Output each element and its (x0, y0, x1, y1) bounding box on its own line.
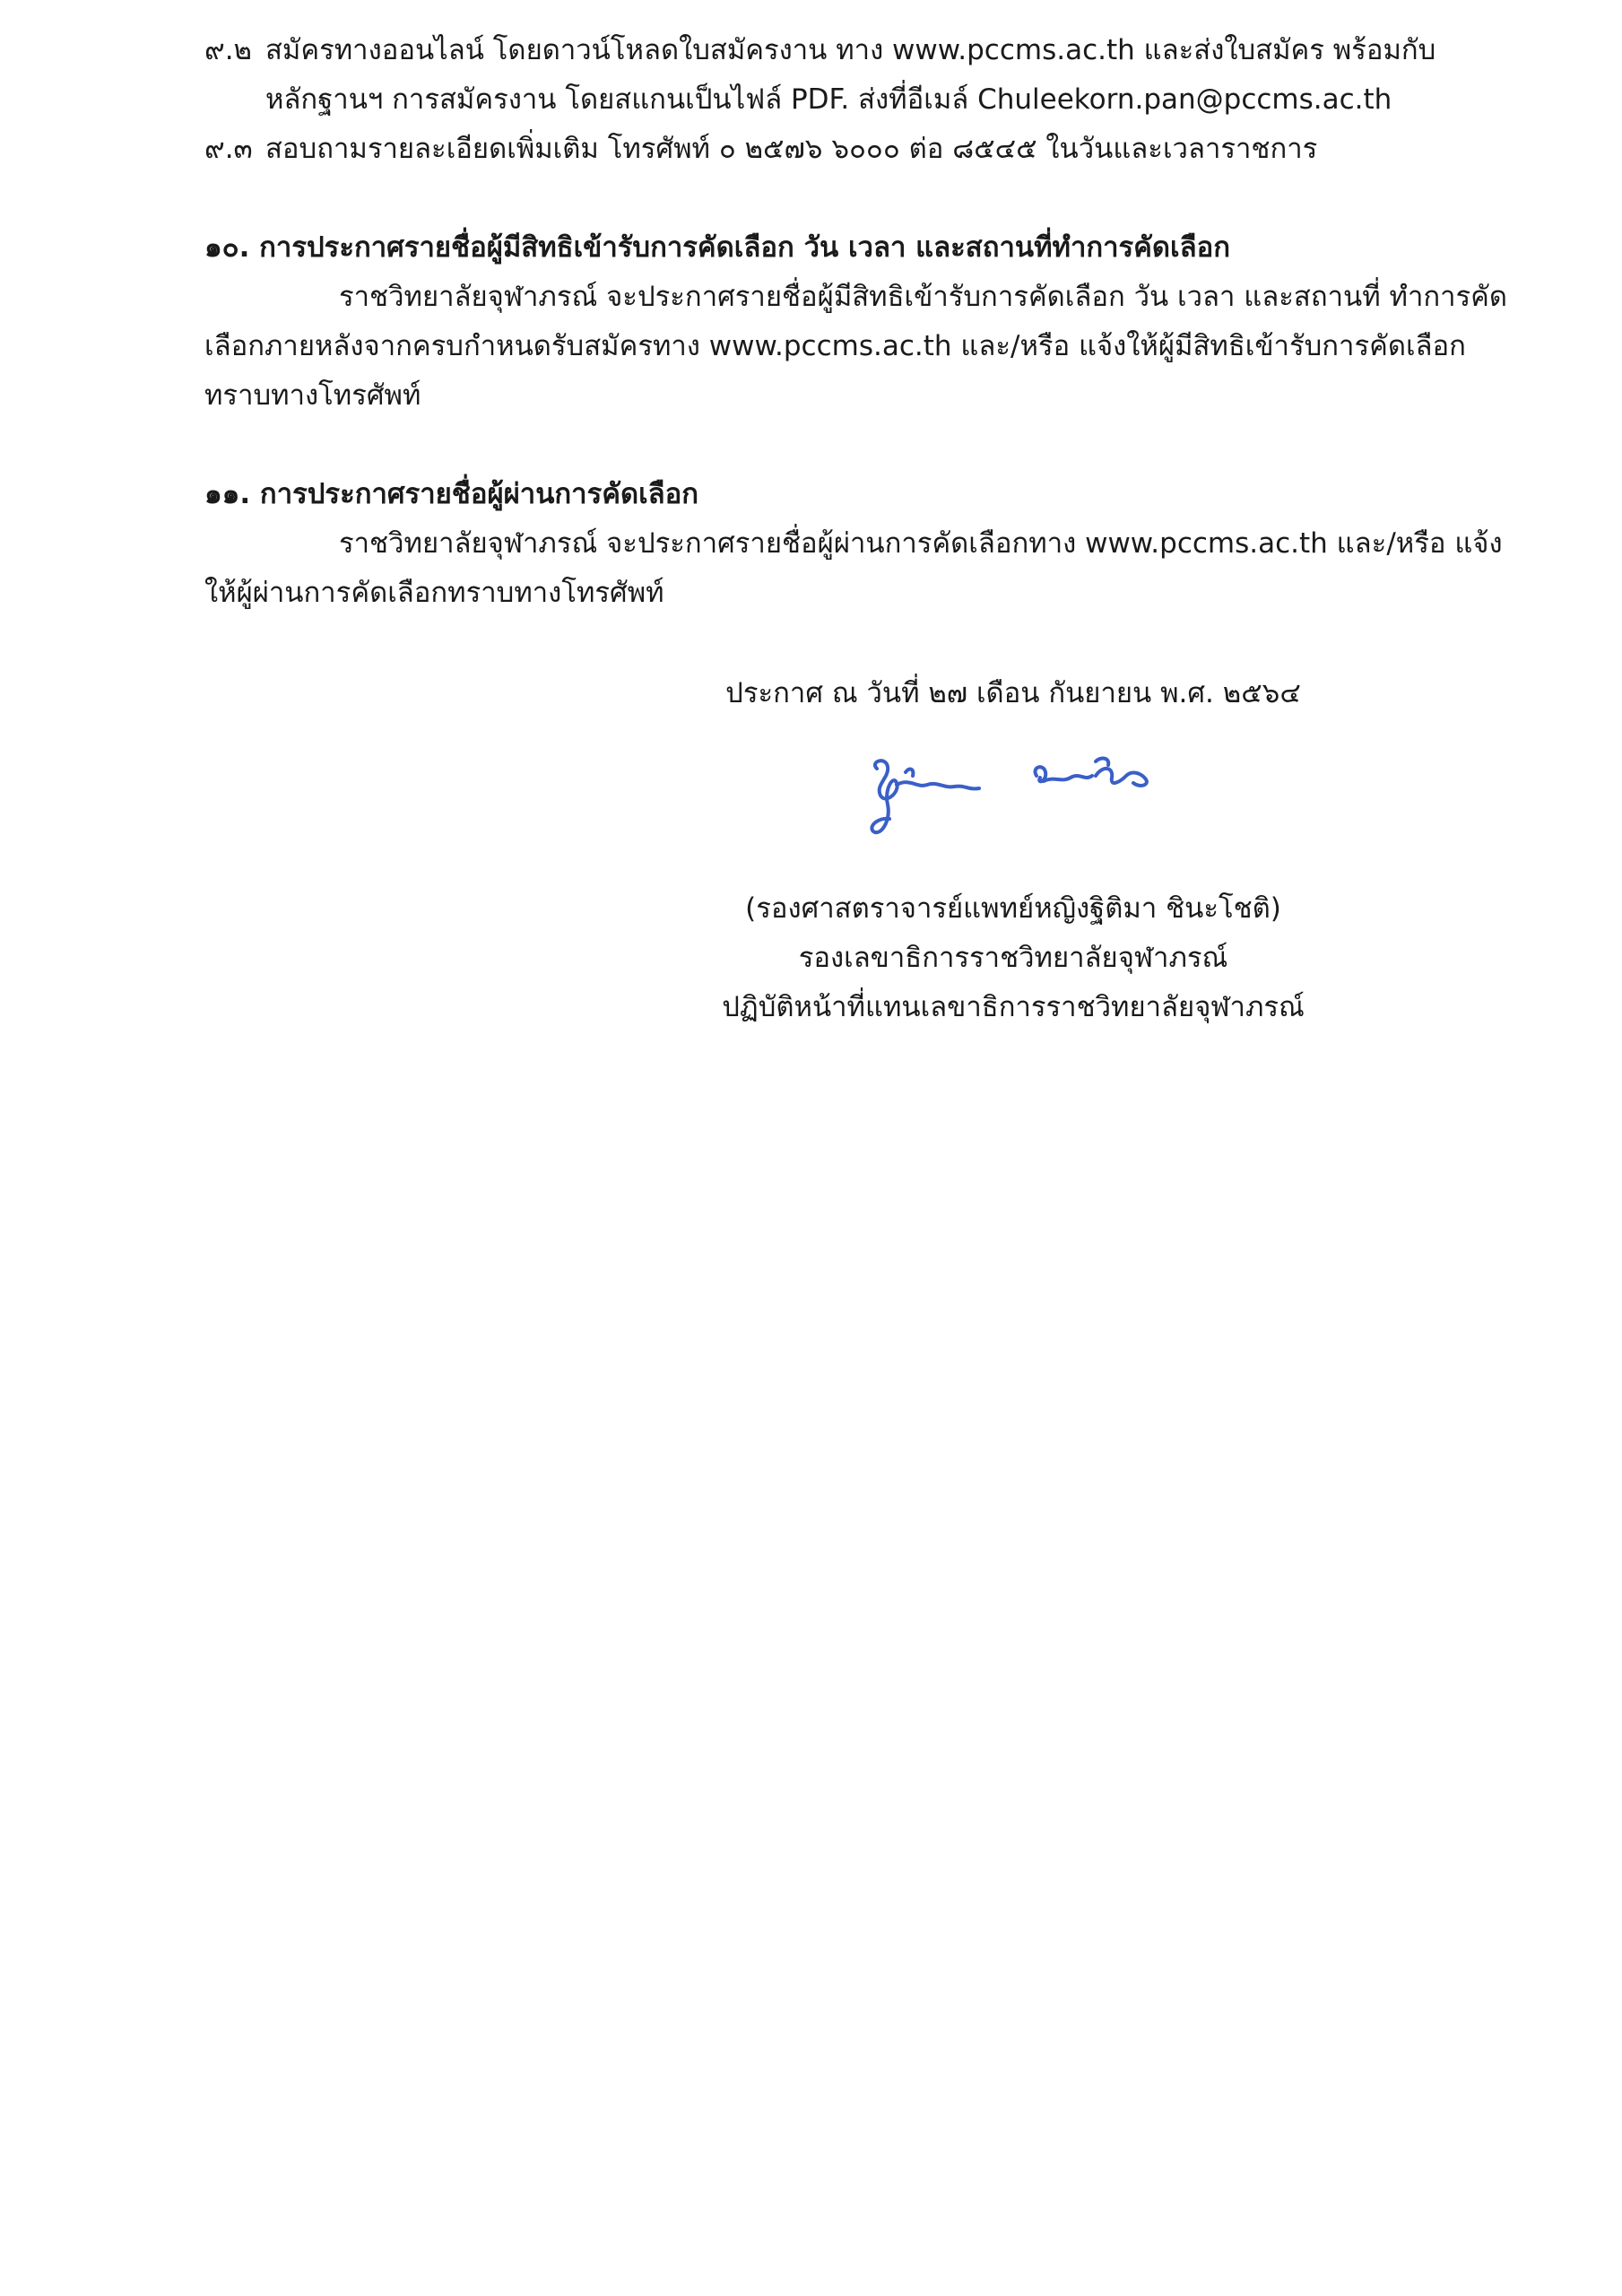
item-9-2-line-1 (204, 25, 1436, 75)
section-10-line-3: ทราบทางโทรศัพท์ (204, 379, 421, 412)
section-11-line-1: ราชวิทยาลัยจุฬาภรณ์ จะประกาศรายชื่อผู้ผ่านการคัดเลือกทาง www.pccms.ac.th และ/หรือ แจ้ง (339, 527, 1503, 560)
section-11-line-2: ให้ผู้ผ่านการคัดเลือกทราบทางโทรศัพท์ (204, 577, 664, 609)
item-9-3-number: ๙.๓ (204, 133, 253, 165)
signer-title-2: ปฏิบัติหน้าที่แทนเลขาธิการราชวิทยาลัยจุฬาภรณ์ (722, 991, 1305, 1023)
section-10-line-1: ราชวิทยาลัยจุฬาภรณ์ จะประกาศรายชื่อผู้มีสิทธิเข้ารับการคัดเลือก วัน เวลา และสถานที่ ทำการคัด (339, 281, 1508, 313)
item-9-3-line-1 (204, 124, 1317, 174)
item-9-2-text-1: สมัครทางออนไลน์ โดยดาวน์โหลดใบสมัครงาน ทาง www.pccms.ac.th และส่งใบสมัคร พร้อมกับ (265, 34, 1436, 66)
item-9-2-number: ๙.๒ (204, 34, 252, 66)
item-9-3-text-1: สอบถามรายละเอียดเพิ่มเติม โทรศัพท์ ๐ ๒๕๗๖ ๖๐๐๐ ต่อ ๘๕๔๕ ในวันและเวลาราชการ (265, 133, 1318, 165)
announcement-date: ประกาศ ณ วันที่ ๒๗ เดือน กันยายน พ.ศ. ๒๕๖๔ (725, 677, 1301, 709)
section-10-line-2: เลือกภายหลังจากครบกำหนดรับสมัครทาง www.pccms.ac.th และ/หรือ แจ้งให้ผู้มีสิทธิเข้ารับการคัดเลือก (204, 330, 1466, 362)
signer-name: (รองศาสตราจารย์แพทย์หญิงฐิติมา ชินะโชติ) (745, 892, 1281, 925)
section-11-heading: ๑๑. การประกาศรายชื่อผู้ผ่านการคัดเลือก (204, 478, 699, 510)
section-10-heading: ๑๐. การประกาศรายชื่อผู้มีสิทธิเข้ารับการคัดเลือก วัน เวลา และสถานที่ทำการคัดเลือก (204, 231, 1231, 264)
item-9-2-line-2: หลักฐานฯ การสมัครงาน โดยสแกนเป็นไฟล์ PDF. ส่งที่อีเมล์ Chuleekorn.pan@pccms.ac.th (265, 83, 1392, 116)
signature-image (861, 749, 1184, 848)
signer-title-1: รองเลขาธิการราชวิทยาลัยจุฬาภรณ์ (798, 942, 1228, 974)
